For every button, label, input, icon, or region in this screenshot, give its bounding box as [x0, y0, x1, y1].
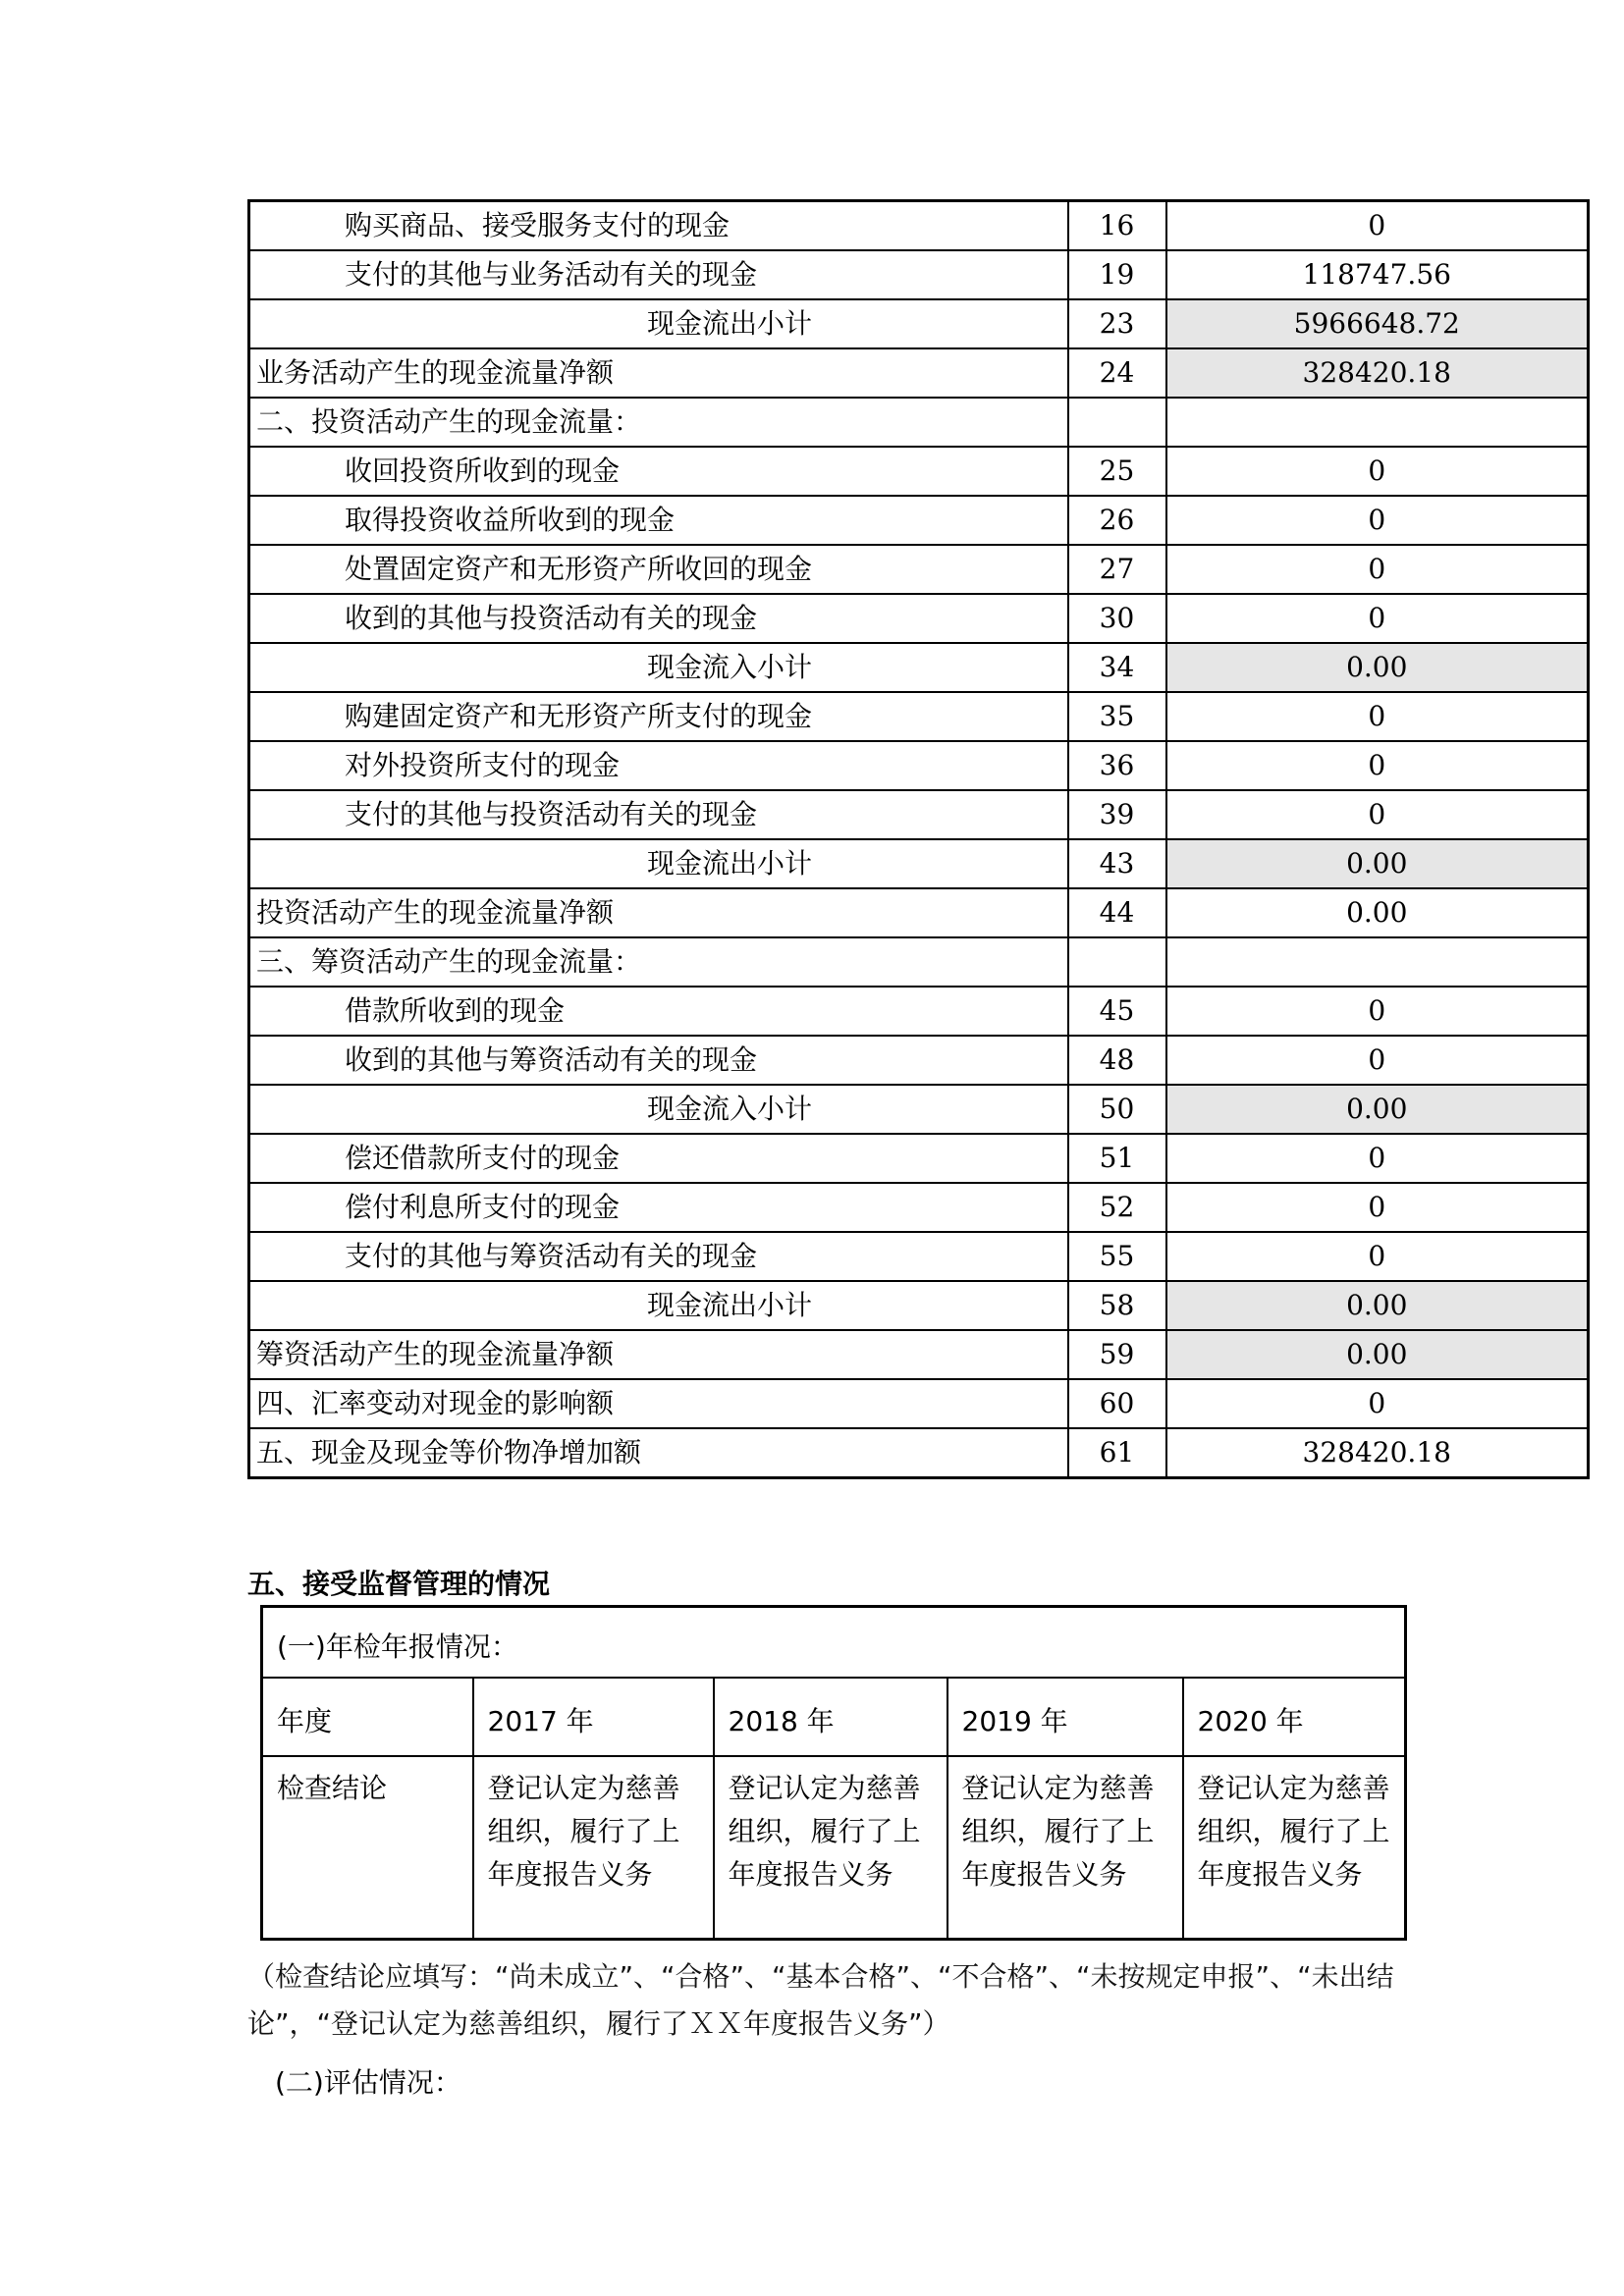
- row-amount: 5966648.72: [1166, 299, 1589, 348]
- table-row: [249, 447, 1589, 496]
- row-amount: 0: [1166, 496, 1589, 545]
- table-row: [249, 545, 1589, 594]
- table-row: [249, 888, 1589, 937]
- row-label: 三、筹资活动产生的现金流量：: [249, 937, 1068, 987]
- row-label: 购建固定资产和无形资产所支付的现金: [249, 692, 1068, 741]
- table-row: [249, 839, 1589, 888]
- row-amount: 328420.18: [1166, 348, 1589, 398]
- row-line-number: 34: [1068, 643, 1166, 692]
- row-amount: 0: [1166, 545, 1589, 594]
- result-cell: 登记认定为慈善组织，履行了上年度报告义务: [947, 1756, 1183, 1940]
- table-row: [249, 1134, 1589, 1183]
- table-row: [249, 496, 1589, 545]
- result-cell: 登记认定为慈善组织，履行了上年度报告义务: [1183, 1756, 1406, 1940]
- row-line-number: 58: [1068, 1281, 1166, 1330]
- row-label: 偿还借款所支付的现金: [249, 1134, 1068, 1183]
- table-row: [249, 1428, 1589, 1478]
- row-line-number: 24: [1068, 348, 1166, 398]
- row-line-number: 59: [1068, 1330, 1166, 1379]
- row-line-number: 51: [1068, 1134, 1166, 1183]
- row-line-number: 61: [1068, 1428, 1166, 1478]
- table-row: [249, 790, 1589, 839]
- row-line-number: 23: [1068, 299, 1166, 348]
- row-amount: 0.00: [1166, 839, 1589, 888]
- year-cell: 2018 年: [714, 1678, 947, 1756]
- row-label: 现金流入小计: [249, 1085, 1068, 1134]
- table-row: [249, 398, 1589, 447]
- row-amount: 0: [1166, 692, 1589, 741]
- row-amount: 0: [1166, 1183, 1589, 1232]
- row-label: 现金流入小计: [249, 643, 1068, 692]
- row-line-number: 26: [1068, 496, 1166, 545]
- row-amount: 0: [1166, 987, 1589, 1036]
- table-row: [249, 692, 1589, 741]
- table-row: [249, 348, 1589, 398]
- row-amount: 0: [1166, 1379, 1589, 1428]
- row-amount: 0: [1166, 741, 1589, 790]
- row-line-number: 19: [1068, 250, 1166, 299]
- row-label: 处置固定资产和无形资产所收回的现金: [249, 545, 1068, 594]
- row-line-number: 55: [1068, 1232, 1166, 1281]
- row-line-number: [1068, 398, 1166, 447]
- row-amount: [1166, 937, 1589, 987]
- table-row: [249, 1281, 1589, 1330]
- table-row: [249, 1330, 1589, 1379]
- result-cell: 登记认定为慈善组织，履行了上年度报告义务: [473, 1756, 714, 1940]
- row-amount: 0.00: [1166, 643, 1589, 692]
- row-line-number: 27: [1068, 545, 1166, 594]
- row-label: 现金流出小计: [249, 839, 1068, 888]
- row-amount: 0.00: [1166, 1330, 1589, 1379]
- section-title: 五、接受监督管理的情况: [247, 1568, 551, 1600]
- row-line-number: 35: [1068, 692, 1166, 741]
- annual-inspection-table: [260, 1605, 1407, 1941]
- row-line-number: 16: [1068, 201, 1166, 251]
- row-amount: 0: [1166, 790, 1589, 839]
- row-amount: [1166, 398, 1589, 447]
- table-row: [249, 741, 1589, 790]
- row-amount: 328420.18: [1166, 1428, 1589, 1478]
- row-label: 支付的其他与筹资活动有关的现金: [249, 1232, 1068, 1281]
- table-row: [262, 1678, 1406, 1756]
- row-amount: 0.00: [1166, 888, 1589, 937]
- table-row: [249, 1085, 1589, 1134]
- row-amount: 0.00: [1166, 1281, 1589, 1330]
- table-row: [249, 1232, 1589, 1281]
- year-cell: 2019 年: [947, 1678, 1183, 1756]
- row-label: 现金流出小计: [249, 299, 1068, 348]
- row-line-number: 48: [1068, 1036, 1166, 1085]
- row-label: 收到的其他与筹资活动有关的现金: [249, 1036, 1068, 1085]
- row-label: 支付的其他与业务活动有关的现金: [249, 250, 1068, 299]
- row-label: 收回投资所收到的现金: [249, 447, 1068, 496]
- table-row: [249, 643, 1589, 692]
- row-amount: 0.00: [1166, 1085, 1589, 1134]
- row-amount: 118747.56: [1166, 250, 1589, 299]
- row-amount: 0: [1166, 1036, 1589, 1085]
- table-row: [262, 1756, 1406, 1940]
- row-line-number: 45: [1068, 987, 1166, 1036]
- row-label: 筹资活动产生的现金流量净额: [249, 1330, 1068, 1379]
- row-line-number: 30: [1068, 594, 1166, 643]
- year-header-label: 年度: [262, 1678, 473, 1756]
- table-row: [249, 594, 1589, 643]
- row-amount: 0: [1166, 1232, 1589, 1281]
- result-label: 检查结论: [262, 1756, 473, 1940]
- row-label: 支付的其他与投资活动有关的现金: [249, 790, 1068, 839]
- table-row: [249, 987, 1589, 1036]
- row-label: 四、汇率变动对现金的影响额: [249, 1379, 1068, 1428]
- row-label: 偿付利息所支付的现金: [249, 1183, 1068, 1232]
- year-cell: 2017 年: [473, 1678, 714, 1756]
- table-row: [249, 937, 1589, 987]
- row-line-number: 25: [1068, 447, 1166, 496]
- row-line-number: 60: [1068, 1379, 1166, 1428]
- table-row: [249, 1379, 1589, 1428]
- row-line-number: 36: [1068, 741, 1166, 790]
- table-row: [249, 1036, 1589, 1085]
- row-amount: 0: [1166, 1134, 1589, 1183]
- table-row: [249, 201, 1589, 251]
- row-label: 借款所收到的现金: [249, 987, 1068, 1036]
- row-line-number: [1068, 937, 1166, 987]
- row-line-number: 44: [1068, 888, 1166, 937]
- row-label: 收到的其他与投资活动有关的现金: [249, 594, 1068, 643]
- year-cell: 2020 年: [1183, 1678, 1406, 1756]
- row-label: 现金流出小计: [249, 1281, 1068, 1330]
- annual-inspection-caption: (一)年检年报情况：: [262, 1607, 1406, 1679]
- cash-flow-table: [247, 199, 1590, 1479]
- row-line-number: 43: [1068, 839, 1166, 888]
- row-amount: 0: [1166, 447, 1589, 496]
- row-label: 五、现金及现金等价物净增加额: [249, 1428, 1068, 1478]
- assessment-caption: (二)评估情况：: [275, 2066, 461, 2099]
- row-amount: 0: [1166, 201, 1589, 251]
- row-label: 对外投资所支付的现金: [249, 741, 1068, 790]
- row-line-number: 50: [1068, 1085, 1166, 1134]
- row-label: 二、投资活动产生的现金流量：: [249, 398, 1068, 447]
- table-row: [249, 299, 1589, 348]
- row-label: 投资活动产生的现金流量净额: [249, 888, 1068, 937]
- row-line-number: 52: [1068, 1183, 1166, 1232]
- fill-in-note: （检查结论应填写：“尚未成立”、“合格”、“基本合格”、“不合格”、“未按规定申报”、“未出结论”，“登记认定为慈善组织，履行了ＸＸ年度报告义务”）: [247, 1960, 1394, 2040]
- row-amount: 0: [1166, 594, 1589, 643]
- row-line-number: 39: [1068, 790, 1166, 839]
- table-row: [249, 1183, 1589, 1232]
- table-row: [249, 250, 1589, 299]
- result-cell: 登记认定为慈善组织，履行了上年度报告义务: [714, 1756, 947, 1940]
- row-label: 购买商品、接受服务支付的现金: [249, 201, 1068, 251]
- row-label: 业务活动产生的现金流量净额: [249, 348, 1068, 398]
- row-label: 取得投资收益所收到的现金: [249, 496, 1068, 545]
